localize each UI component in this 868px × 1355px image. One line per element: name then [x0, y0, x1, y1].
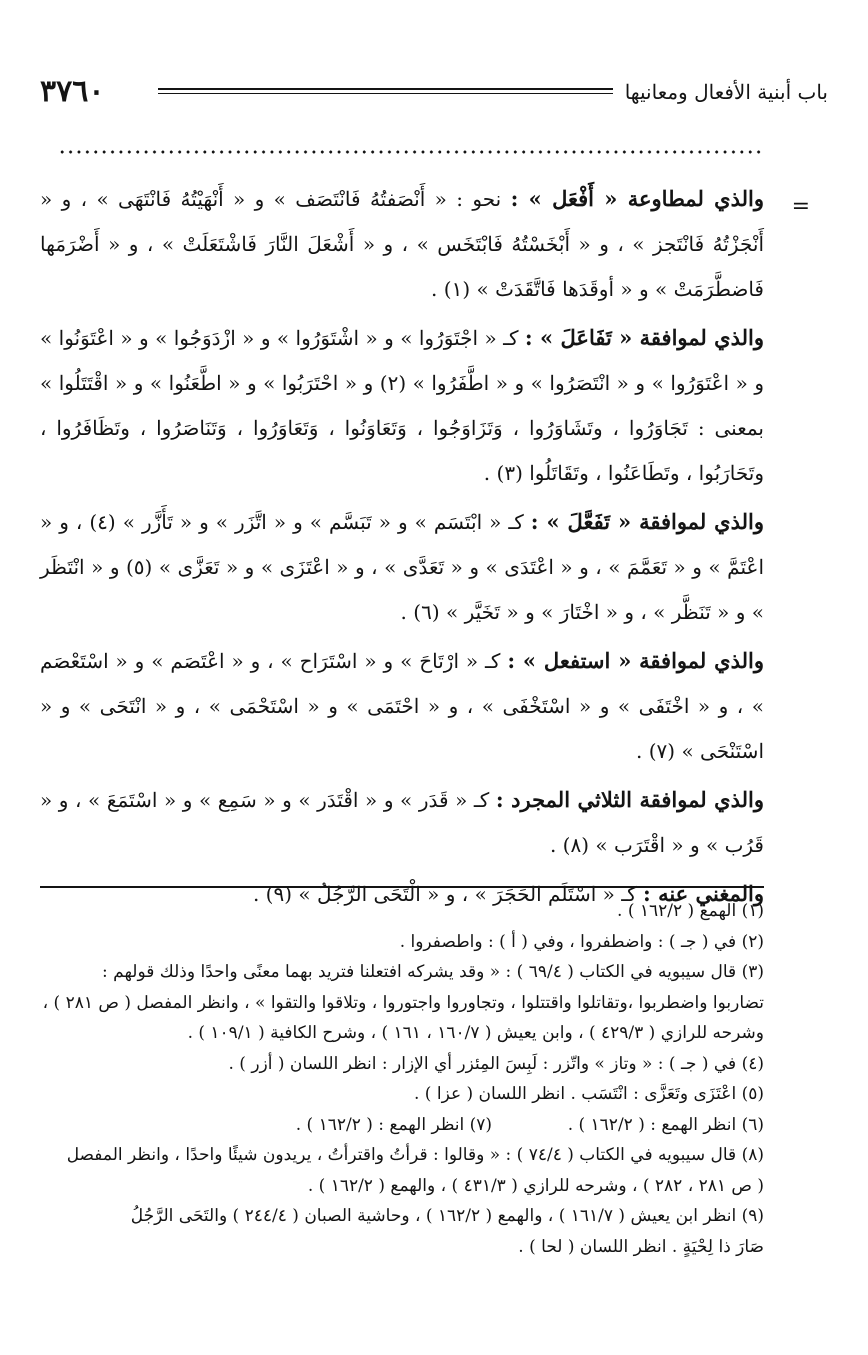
paragraph-lead: والذي لموافقة « استفعل » :	[507, 648, 764, 673]
paragraph-lead: والذي لموافقة الثلاثي المجرد :	[495, 787, 765, 812]
header-rule-thin	[158, 93, 613, 94]
footnote-line: (٨) قال سيبويه في الكتاب ( ٧٤/٤ ) : « وقالوا : قرأتُ واقترأتُ ، يريدون شيئًا واحدًا ، وانظر المفصل	[66, 1145, 764, 1165]
footnote-separator	[40, 886, 764, 888]
paragraph	[40, 638, 764, 774]
dotted-divider	[58, 148, 764, 156]
paragraph	[40, 176, 764, 312]
paragraph-text: نحو : « أَنْصَفتُهُ فَانْتَصَف » و « أَنْهَيْتُهُ فَانْتَهَى » ، و « أَنْجَزْتُهُ فَانْتَجز » ، و « أَبْخَسْتُهُ فَابْتَخَس » ، و « أَشْعَلَ النَّارَ فَاشْتَعَلَتْ » ، و « أَضْرَمَها فَاضطَّرَمَتْ » و « أوقَدَها فَاتَّقَدَتْ » (١) .	[40, 187, 765, 301]
footnote-line: صَارَ ذا لِحْيَةٍ . انظر اللسان ( لحا ) .	[518, 1236, 764, 1257]
paragraph-lead: والذي لمطاوعة « أَفْعَل » :	[510, 186, 764, 211]
footnote-line: ( ص ٢٨١ ، ٢٨٢ ) ، وشرحه للرازي ( ٤٣١/٣ ) ، والهمع ( ١٦٢/٢ ) .	[307, 1175, 764, 1196]
footnote-line: (٦) انظر الهمع : ( ١٦٢/٢ ) . (٧) انظر الهمع : ( ١٦٢/٢ ) .	[295, 1114, 764, 1135]
chapter-title: باب أبنية الأفعال ومعانيها	[624, 80, 828, 104]
footnote-line: تضاربوا واضطربوا ،وتقاتلوا واقتتلوا ، وتجاوروا واجتوروا ، وتلاقوا والتقوا » ، وانظر المفصل ( ص ٢٨١ ) ،	[42, 992, 764, 1013]
footnote-line: (٩) انظر ابن يعيش ( ١٦١/٧ ) ، والهمع ( ١٦٢/٢ ) ، وحاشية الصبان ( ٢٤٤/٤ ) والتَحَى الرَّجُلُ	[130, 1206, 764, 1226]
page-number: ٣٧٦٠	[40, 74, 105, 109]
paragraph-text: كـ « ارْتَاحَ » و « اسْتَرَاح » ، و « اعْتَصَم » و « اسْتَعْصَم » ، و « اخْتَفَى » و « اسْتَخْفَى » ، و « احْتَمَى » و « اسْتَحْمَى » ، و « انْتَحَى » و « اسْتَنْحَى » (٧) .	[40, 649, 764, 763]
paragraph	[40, 499, 764, 635]
footnote-line: (٣) قال سيبويه في الكتاب ( ٦٩/٤ ) : « وقد يشركه افتعلنا فتريد بهما معنًى واحدًا وذلك قولهم :	[102, 962, 764, 982]
running-header	[40, 70, 828, 114]
paragraph	[40, 315, 764, 496]
paragraph-text: كـ « ابْتَسَم » و « تَبَسَّم » و « اتَّزَر » و « تَأَزَّر » (٤) ، و « اعْتَمَّ » و « تَعَمَّمَ » ، و « اعْتَدَى » و « تَعَدَّى » ، و « اعْتَزَى » و « تَعَزَّى » (٥) و « انْتَظَر » و « تَنَظَّر » ، و « اخْتَارَ » و « تَخَيَّر » (٦) .	[40, 510, 764, 624]
footnote-line: وشرحه للرازي ( ٤٢٩/٣ ) ، وابن يعيش ( ١٦٠/٧ ، ١٦١ ) ، وشرح الكافية ( ١٠٩/١ ) .	[187, 1023, 764, 1043]
paragraph	[40, 777, 764, 868]
header-rule	[158, 88, 613, 90]
paragraph-text: كـ « قَدَر » و « اقْتَدَر » و « سَمِع » و « اسْتَمَعَ » ، و « قَرُب » و « اقْتَرَب » (٨) .	[40, 788, 764, 857]
paragraph-text: كـ « اسْتَلَم الحَجَرَ » ، و « الْتَحَى الرَّجُلُ » (٩) .	[252, 882, 637, 906]
footnote-line: (٢) في ( جـ ) : واضطفروا ، وفي ( أ ) : واطصفروا .	[399, 931, 764, 952]
paragraph-lead: والذي لموافقة « تَفَعَّلَ » :	[530, 509, 764, 534]
continuation-mark: =	[791, 194, 810, 219]
footnotes	[40, 896, 764, 1262]
main-text	[40, 176, 764, 920]
footnote-line: (٥) اعْتَزَى وتَعَزَّى : انْتَسَب . انظر اللسان ( عزا ) .	[414, 1084, 764, 1104]
paragraph-lead: والمغني عنه :	[643, 881, 764, 906]
paragraph-text: كـ « اجْتَوَرُوا » و « اشْتَوَرُوا » و « ازْدَوَجُوا » و « اعْتَوَنُوا » و « اعْتَوَرُوا » و « انْتَصَرُوا » و « اطَّفَرُوا » (٢) و « احْتَرَبُوا » و « اطَّعَنُوا » و « اقْتَتَلُوا » بمعنى : تَجَاوَرُوا ، وتَشَاوَرُوا ، وَتَزَاوَجُوا ، وَتَعَاوَنُوا ، وَتَعَاوَرُوا ، وَتَنَاصَرُوا ، وتَظَافَرُوا ، وتَحَارَبُوا ، وتَطَاعَنُوا ، وتَقَاتَلُوا (٣) .	[40, 326, 764, 485]
paragraph-lead: والذي لموافقة « تَفَاعَلَ » :	[524, 325, 765, 350]
footnote-line: (٤) في ( جـ ) : « وتاز » واتّزر : لَبِسَ المِئزر أي الإزار : انظر اللسان ( أزر ) .	[228, 1053, 764, 1074]
footnote-line: (١) الهمع ( ١٦٢/٢ ) .	[617, 901, 764, 921]
